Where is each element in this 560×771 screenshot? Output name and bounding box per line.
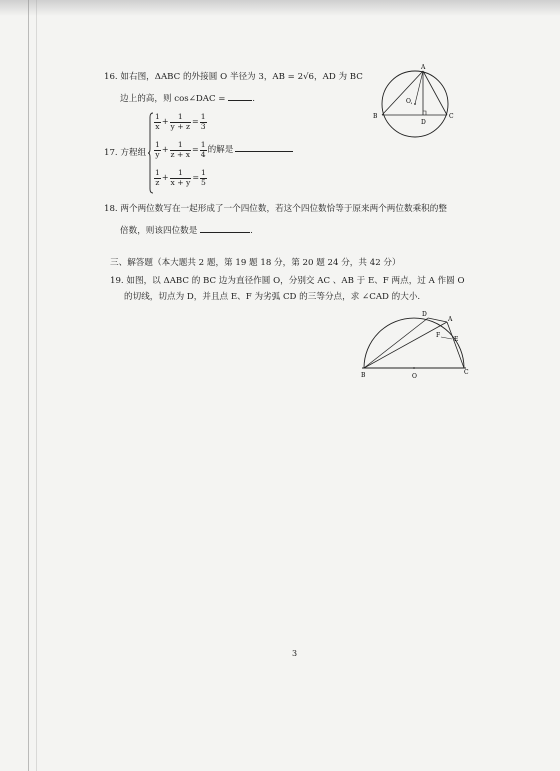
q18-line1: 18. 两个两位数写在一起形成了一个四位数，若这个四位数恰等于原来两个两位数乘积的整	[104, 204, 447, 214]
q19-label-f: F	[436, 332, 441, 339]
q19-label-o: O	[412, 373, 417, 380]
q16-line2-text: 边上的高，则 cos∠DAC =	[120, 94, 226, 104]
q16-label-c: C	[449, 113, 454, 120]
q17-eq1: $\frac{1}{x}$ + $\frac{1}{y + z}$ = $\frac{1}{3}$	[155, 112, 206, 131]
q17-eq3: $\frac{1}{z}$ + $\frac{1}{x + y}$ = $\frac{1}{5}$	[155, 168, 206, 187]
q17-eq3-frac1: $\frac{1}{z}$	[155, 168, 160, 187]
q19-label-a: A	[448, 316, 453, 323]
q17-eq2-frac2: $\frac{1}{z + x}$	[170, 140, 191, 159]
q19-line2: 的切线，切点为 D，并且点 E、F 为劣弧 CD 的三等分点，求 ∠CAD 的大小.	[124, 292, 421, 302]
q19-line1: 19. 如图，以 ΔABC 的 BC 边为直径作圆 O，分别交 AC 、AB 于 E、F 两点，过 A 作圆 O	[110, 276, 465, 286]
q19-tangent-ad	[428, 318, 447, 322]
q17-eq2: $\frac{1}{y}$ + $\frac{1}{z + x}$ = $\frac{1}{4}$ 的解是	[153, 141, 293, 159]
scan-binding-line	[28, 0, 29, 771]
q17-eq1-frac1: $\frac{1}{x}$	[155, 112, 160, 131]
q19-segment-ba	[364, 322, 447, 368]
page-number: 3	[292, 649, 298, 658]
q17-eq2-frac3: $\frac{1}{4}$	[200, 140, 206, 159]
q16-label-d: D	[421, 119, 426, 126]
q16-answer-blank	[228, 91, 252, 101]
q17-eq3-frac2: $\frac{1}{x + y}$	[170, 168, 191, 187]
q17-eq1-frac3: $\frac{1}{3}$	[200, 112, 206, 131]
q19-segment-ac	[447, 322, 464, 368]
q17-suffix: 的解是	[207, 145, 234, 155]
q19-figure	[356, 306, 480, 386]
q19-center-dot	[413, 367, 415, 369]
q16-radius-ao	[415, 71, 423, 104]
q16-right-angle-mark	[423, 111, 426, 115]
q18-line2: 倍数，则该四位数是 .	[120, 223, 253, 237]
q19-label-b: B	[361, 372, 366, 379]
q18-answer-blank	[200, 223, 250, 233]
q19-label-e: E	[454, 336, 459, 343]
q16-line1: 16. 如右图，ΔABC 的外接圆 O 半径为 3，AB = 2√6，AD 为 BC	[104, 72, 363, 82]
q16-segment-ab	[382, 71, 423, 115]
q17-label: 17. 方程组	[104, 148, 147, 158]
q16-line2: 边上的高，则 cos∠DAC = .	[120, 91, 255, 105]
q16-label-a: A	[421, 64, 426, 71]
q17-eq2-frac1: $\frac{1}{y}$	[155, 140, 160, 159]
q17-answer-blank	[235, 142, 293, 152]
q19-label-d: D	[422, 311, 427, 318]
q16-center-dot	[414, 103, 416, 105]
q17-eq1-frac2: $\frac{1}{y + z}$	[170, 112, 191, 131]
q19-semicircle	[364, 318, 464, 368]
q19-segment-bd	[364, 318, 428, 368]
q16-label-o: O,	[406, 98, 413, 105]
q18-line2-text: 倍数，则该四位数是	[120, 226, 198, 236]
q19-segment-fe	[441, 337, 452, 339]
section3-heading: 三、解答题（本大题共 2 题，第 19 题 18 分，第 20 题 24 分，共 42 分）	[110, 258, 401, 268]
scan-binding-line-2	[36, 0, 37, 771]
q19-label-c: C	[464, 369, 469, 376]
q16-figure	[368, 62, 464, 152]
q17-eq3-frac3: $\frac{1}{5}$	[201, 168, 206, 187]
scan-top-shadow	[0, 0, 560, 16]
q16-label-b: B	[373, 113, 378, 120]
